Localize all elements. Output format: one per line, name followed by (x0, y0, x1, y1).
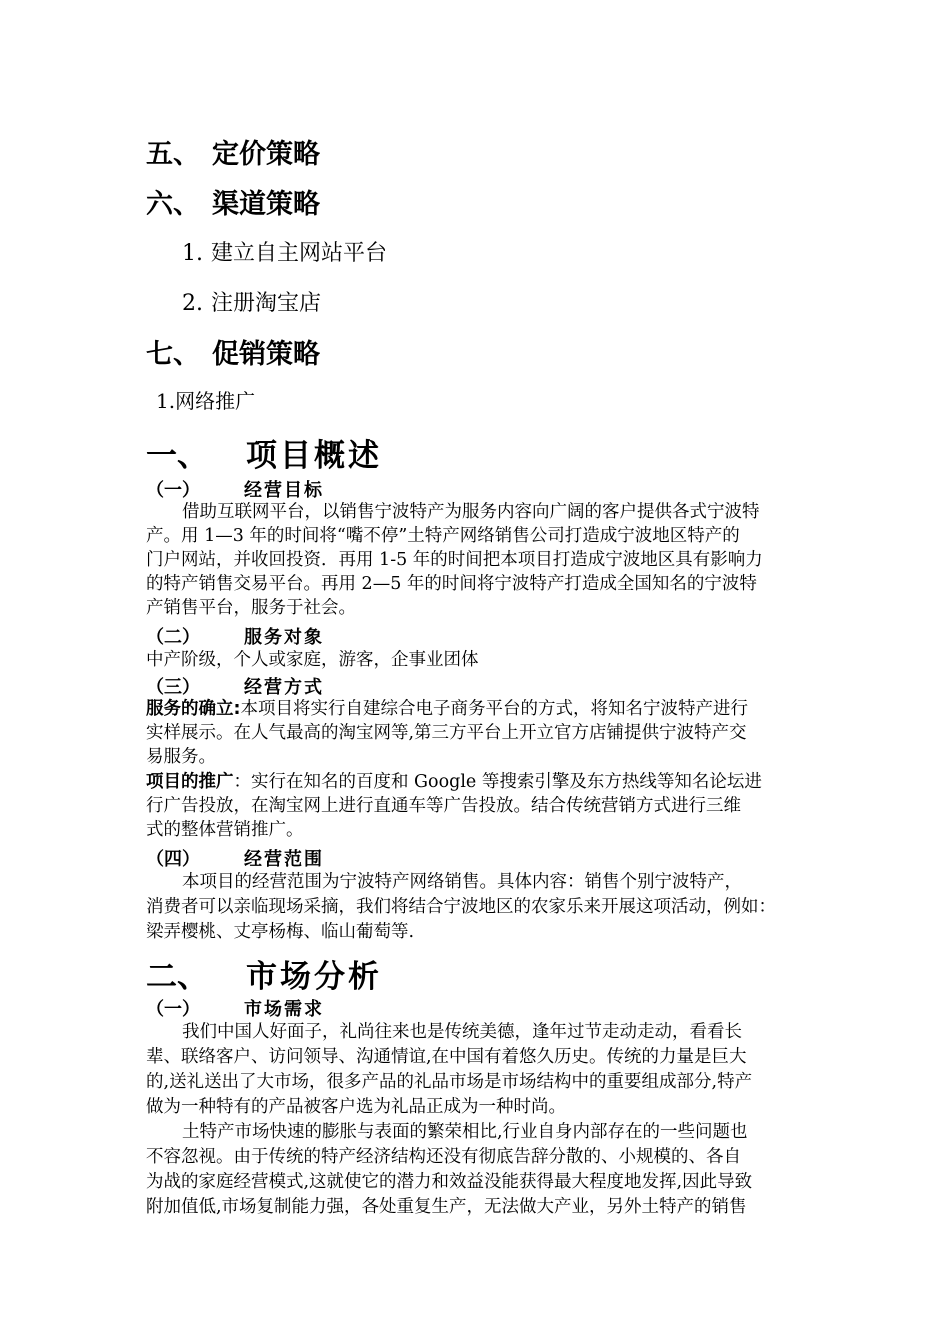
section-heading-overview (146, 430, 382, 475)
toc-number: 六、 (146, 189, 200, 220)
subsection-number: （二） (146, 627, 200, 648)
inline-label: 项目的推广 (146, 772, 234, 792)
subsection-heading-goals (146, 476, 324, 502)
paragraph-line: 借助互联网平台，以销售宁波特产为服务内容向广阔的客户提供各式宁波特 (182, 502, 760, 522)
toc-title: 1.网络推广 (156, 389, 256, 413)
section-heading-market (146, 951, 382, 996)
paragraph-line: 行广告投放，在淘宝网上进行直通车等广告投放。结合传统营销方式进行三维 (146, 796, 741, 816)
section-number: 二、 (146, 959, 208, 995)
section-title: 市场分析 (246, 959, 382, 995)
paragraph-line (146, 770, 762, 794)
subsection-heading-scope (146, 845, 324, 871)
toc-item-web-promotion (156, 385, 255, 414)
subsection-title: 服务对象 (244, 627, 324, 648)
toc-number: 五、 (146, 139, 200, 170)
subsection-heading-demand (146, 995, 324, 1021)
paragraph-line: 门户网站，并收回投资．再用 1-5 年的时间把本项目打造成宁波地区具有影响力 (146, 550, 763, 570)
paragraph-line: 为战的家庭经营模式,这就使它的潜力和效益没能获得最大程度地发挥,因此导致 (146, 1172, 753, 1192)
paragraph-line: 的特产销售交易平台。再用 2—5 年的时间将宁波特产打造成全国知名的宁波特 (146, 574, 757, 594)
paragraph-line: 产销售平台，服务于社会。 (146, 598, 356, 618)
paragraph-line: 辈、联络客户、访问领导、沟通情谊,在中国有着悠久历史。传统的力量是巨大 (146, 1047, 747, 1067)
toc-title: 注册淘宝店 (211, 291, 322, 316)
paragraph-line: 做为一种特有的产品被客户选为礼品正成为一种时尚。 (146, 1097, 566, 1117)
paragraph-line: 实样展示。在人气最高的淘宝网等,第三方平台上开立官方店铺提供宁波特产交 (146, 723, 747, 743)
paragraph-line: 本项目的经营范围为宁波特产网络销售。具体内容：销售个别宁波特产， (182, 872, 742, 892)
toc-title: 建立自主网站平台 (211, 241, 388, 266)
paragraph-line: 产。用 1—3 年的时间将“嘴不停”土特产网络销售公司打造成宁波地区特产的 (146, 526, 740, 546)
paragraph-line: 我们中国人好面子，礼尚往来也是传统美德，逢年过节走动走动，看看长 (182, 1022, 742, 1042)
subsection-heading-operation (146, 673, 324, 699)
toc-title: 渠道策略 (212, 189, 320, 220)
toc-title: 促销策略 (212, 339, 320, 370)
toc-number: 1. (182, 241, 203, 266)
inline-text: 本项目将实行自建综合电子商务平台的方式，将知名宁波特产进行 (240, 699, 748, 719)
toc-item-taobao-shop (182, 286, 321, 317)
subsection-number: （一） (146, 999, 200, 1020)
paragraph-line: 附加值低,市场复制能力强，各处重复生产，无法做大产业，另外土特产的销售 (146, 1197, 747, 1217)
paragraph-line: 土特产市场快速的膨胀与表面的繁荣相比,行业自身内部存在的一些问题也 (182, 1122, 748, 1142)
paragraph-line (146, 697, 748, 721)
subsection-title: 经营范围 (244, 849, 324, 870)
section-number: 一、 (146, 438, 208, 474)
paragraph-line: 式的整体营销推广。 (146, 820, 304, 840)
paragraph-line: 中产阶级，个人或家庭，游客，企事业团体 (146, 650, 479, 670)
paragraph-line: 的,送礼送出了大市场，很多产品的礼品市场是市场结构中的重要组成部分,特产 (146, 1072, 753, 1092)
inline-text: ：实行在知名的百度和 Google 等搜索引擎及东方热线等知名论坛进 (233, 772, 762, 792)
subsection-title: 经营方式 (244, 677, 324, 698)
inline-label: 服务的确立: (146, 699, 241, 719)
subsection-number: （四） (146, 849, 200, 870)
subsection-title: 经营目标 (244, 480, 324, 501)
paragraph-line: 不容忽视。由于传统的特产经济结构还没有彻底告辞分散的、小规模的、各自 (146, 1147, 741, 1167)
toc-title: 定价策略 (212, 139, 320, 170)
toc-item-own-website (182, 236, 387, 267)
paragraph-line: 梁弄樱桃、丈亭杨梅、临山葡萄等. (146, 922, 415, 942)
subsection-title: 市场需求 (244, 999, 324, 1020)
toc-heading-channel (146, 182, 320, 221)
toc-heading-promotion (146, 332, 320, 371)
subsection-number: （三） (146, 677, 200, 698)
section-title: 项目概述 (246, 438, 382, 474)
paragraph-line: 消费者可以亲临现场采摘，我们将结合宁波地区的农家乐来开展这项活动，例如： (146, 897, 776, 917)
subsection-number: （一） (146, 480, 200, 501)
paragraph-line: 易服务。 (146, 747, 216, 767)
subsection-heading-audience (146, 623, 324, 649)
toc-number: 2. (182, 291, 203, 316)
toc-heading-pricing (146, 132, 320, 171)
toc-number: 七、 (146, 339, 200, 370)
